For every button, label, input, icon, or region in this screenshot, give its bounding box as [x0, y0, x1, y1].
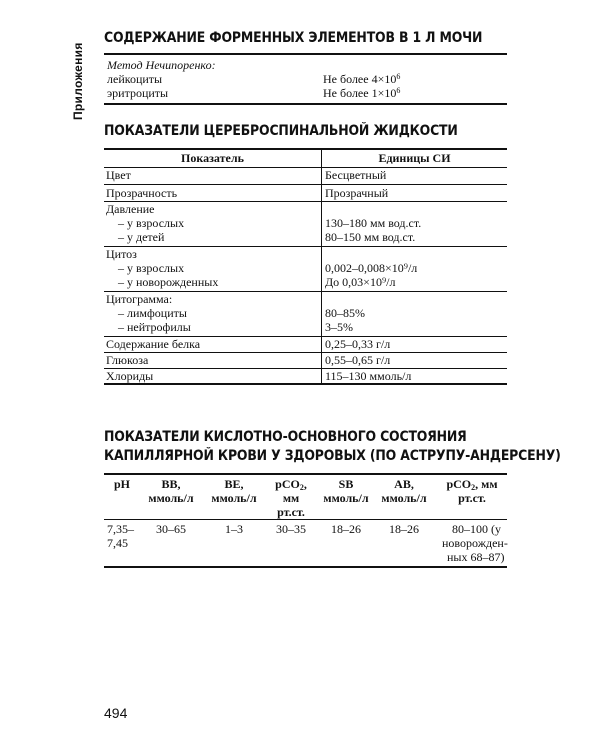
- value-sb: 18–26: [331, 522, 361, 536]
- csf-pressure-adults-value: 130–180 мм вод.ст.: [325, 216, 422, 230]
- acid-base-header-rule: [104, 519, 507, 520]
- leukocytes-value: Не более $4\times 10^6$: [323, 72, 401, 86]
- csf-protein-label: Содержание белка: [106, 337, 201, 351]
- csf-pressure-children-value: 80–150 мм вод.ст.: [325, 230, 416, 244]
- row-divider: [104, 201, 507, 202]
- csf-chlorides-label: Хлориды: [106, 369, 154, 383]
- csf-cytosis-adults-value: 0,002–0,008×10⁹/л: [325, 261, 418, 275]
- row-divider: [104, 352, 507, 353]
- header-pco2-b-unit: рт.ст.: [458, 491, 486, 505]
- header-be: BE,: [224, 477, 244, 491]
- csf-cytosis-label: Цитоз: [106, 247, 137, 261]
- section-3-title-line-2: КАПИЛЛЯРНОЙ КРОВИ У ЗДОРОВЫХ (ПО АСТРУПУ-АНДЕРСЕНУ): [104, 448, 561, 464]
- csf-cytogram-lymphocytes: – лимфоциты: [118, 306, 187, 320]
- value-pco2-b-line-3: ных 68–87): [447, 550, 505, 564]
- header-pco2-a-unit-2: рт.ст.: [277, 505, 305, 519]
- header-ph: pH: [113, 477, 130, 491]
- section-3-title-line-1: ПОКАЗАТЕЛИ КИСЛОТНО-ОСНОВНОГО СОСТОЯНИЯ: [104, 429, 467, 445]
- section-1-bottom-rule: [104, 103, 507, 105]
- csf-cytogram-label: Цитограмма:: [106, 292, 173, 306]
- csf-chlorides-value: 115–130 ммоль/л: [325, 369, 412, 383]
- erythrocytes-value: Не более $1\times 10^6$: [323, 86, 401, 100]
- value-ab: 18–26: [389, 522, 419, 536]
- value-ph-line-2: 7,45: [107, 536, 128, 550]
- section-2-title: ПОКАЗАТЕЛИ ЦЕРЕБРОСПИНАЛЬНОЙ ЖИДКОСТИ: [104, 123, 458, 139]
- row-divider: [104, 184, 507, 185]
- csf-glucose-value: 0,55–0,65 г/л: [325, 353, 391, 367]
- csf-color-value: Бесцветный: [325, 168, 387, 182]
- value-pco2-b-line-1: 80–100 (у: [452, 522, 501, 536]
- csf-glucose-label: Глюкоза: [106, 353, 149, 367]
- acid-base-bottom-rule: [104, 566, 507, 568]
- header-pco2-b: pCO$_2$, мм: [446, 477, 498, 492]
- header-pco2-a: pCO$_2$,: [275, 477, 307, 492]
- row-divider: [104, 167, 507, 168]
- header-sb-unit: ммоль/л: [323, 491, 369, 505]
- header-bb: BB,: [161, 477, 181, 491]
- page-number: 494: [104, 705, 128, 721]
- csf-cytogram-lymphocytes-value: 80–85%: [325, 306, 365, 320]
- csf-color-label: Цвет: [106, 168, 131, 182]
- row-divider: [104, 246, 507, 247]
- csf-cytosis-adults: – у взрослых: [118, 261, 185, 275]
- csf-cytogram-neutrophils: – нейтрофилы: [118, 320, 191, 334]
- value-ph-line-1: 7,35–: [107, 522, 134, 536]
- section-1-top-rule: [104, 53, 507, 55]
- value-pco2-a: 30–35: [276, 522, 306, 536]
- csf-clarity-label: Прозрачность: [106, 186, 178, 200]
- csf-table-top-rule: [104, 148, 507, 150]
- csf-cytosis-newborns-value: До 0,03×10⁹/л: [325, 275, 396, 289]
- csf-pressure-adults: – у взрослых: [118, 216, 185, 230]
- csf-cytosis-newborns: – у новорожденных: [118, 275, 219, 289]
- value-be: 1–3: [225, 522, 243, 536]
- csf-clarity-value: Прозрачный: [325, 186, 389, 200]
- side-section-label: Приложения: [71, 42, 85, 120]
- csf-table-bottom-rule: [104, 383, 507, 385]
- csf-protein-value: 0,25–0,33 г/л: [325, 337, 391, 351]
- header-pco2-a-unit: мм: [282, 491, 300, 505]
- csf-header-units: Единицы СИ: [378, 151, 451, 165]
- csf-pressure-children: – у детей: [118, 230, 165, 244]
- header-bb-unit: ммоль/л: [148, 491, 194, 505]
- value-bb: 30–65: [156, 522, 186, 536]
- section-1-title: СОДЕРЖАНИЕ ФОРМЕННЫХ ЭЛЕМЕНТОВ В 1 Л МОЧИ: [104, 30, 483, 46]
- leukocytes-label: лейкоциты: [107, 72, 163, 86]
- header-ab-unit: ммоль/л: [381, 491, 427, 505]
- header-ab: AB,: [394, 477, 414, 491]
- acid-base-top-rule: [104, 473, 507, 475]
- erythrocytes-label: эритроциты: [107, 86, 169, 100]
- header-be-unit: ммоль/л: [211, 491, 257, 505]
- csf-cytogram-neutrophils-value: 3–5%: [325, 320, 353, 334]
- row-divider: [104, 368, 507, 369]
- csf-header-indicator: Показатель: [181, 151, 244, 165]
- header-sb: SB: [338, 477, 354, 491]
- csf-pressure-label: Давление: [106, 202, 155, 216]
- value-pco2-b-line-2: новорожден-: [442, 536, 508, 550]
- method-label: Метод Нечипоренко:: [107, 58, 216, 72]
